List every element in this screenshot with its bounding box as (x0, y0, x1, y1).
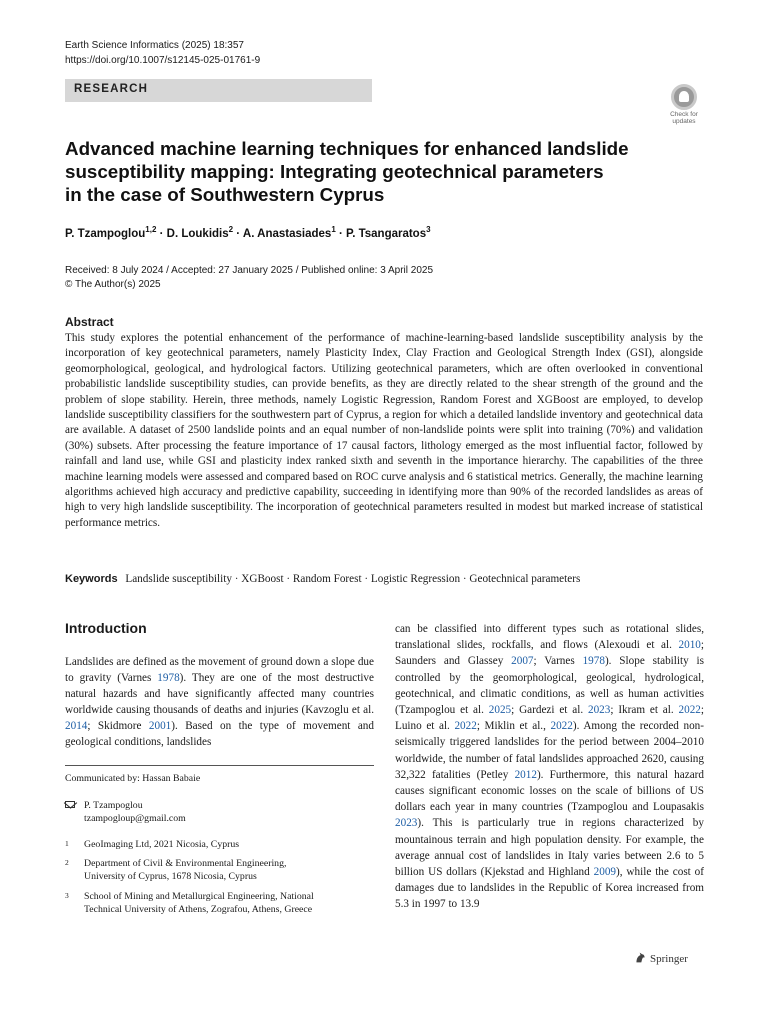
check-for-updates-label: Check for updates (670, 111, 698, 125)
author[interactable]: D. Loukidis$^2$ (166, 225, 234, 240)
introduction-heading: Introduction (65, 620, 147, 636)
journal-info (65, 38, 260, 68)
citation-link[interactable]: 2007 (511, 655, 534, 668)
citation-link[interactable]: 2025 (488, 704, 512, 717)
citation-link[interactable]: 2022 (550, 720, 573, 733)
communicated-by: Communicated by: Hassan Babaie (65, 773, 201, 784)
citation-link[interactable]: 2001 (148, 720, 172, 733)
copyright: © The Author(s) 2025 (65, 278, 161, 290)
keywords-label: Keywords (65, 573, 118, 585)
journal-citation: Earth Science Informatics (2025) 18:357 (65, 40, 244, 51)
keyword: Random Forest (292, 573, 362, 585)
citation-link[interactable]: 1978 (582, 655, 605, 668)
publisher-name: Springer (650, 953, 688, 965)
author[interactable]: P. Tsangaratos$^3$ (346, 225, 431, 240)
doi-link[interactable]: https://doi.org/10.1007/s12145-025-01761-9 (65, 55, 261, 66)
author[interactable]: P. Tzampoglou$^{1,2}$ (65, 225, 157, 240)
abstract-text: This study explores the potential enhancement of the performance of machine-learning-based landslide susceptibility analysis by the incorporation of key geotechnical parameters, namely Plasticity Index, Clay Fraction and Geological Strength Index (GSI), alongside geomorphological, geological, and hydrological factors. Utilizing geotechnical parameters, which are often overlooked in conventional probabilistic landslide susceptibility studies, can provide benefits, as they are directly related to the shear strength of the ground and the problem of slope stability. Herein, three methods, namely Logistic Regression, Random Forest and XGBoost are employed, to develop landslide susceptibility classifiers for the southwestern part of Cyprus, a region for which a detailed landslide inventory and geotechnical data are available. A dataset of 2500 landslide points and an equal number of non-landslide points were split into training (70%) and validation (30%) subsets. After processing the feature importance of 17 causal factors, lithology emerged as the most influential factor, followed by rainfall and land use, while GSI and plasticity index ranked sixth and seventh in the importance hierarchy. The capabilities of the three machine learning models were assessed and compared based on ROC curve analysis and 6 statistical metrics. Generally, the machine learning algorithms achieved high accuracy and predictive capability, succeeding in identifying more than 90% of the recorded landslides as areas of high to very high landslide susceptibility. The incorporation of geotechnical parameters resulted in modest but marked increase of statistical performance metrics. (65, 332, 703, 529)
citation-link[interactable]: 2023 (395, 817, 418, 830)
affiliation: 1 GeoImaging Ltd, 2021 Nicosia, Cyprus (65, 839, 240, 850)
citation-link[interactable]: 2022 (678, 704, 701, 717)
citation-link[interactable]: 2023 (587, 704, 611, 717)
keyword: XGBoost (241, 573, 284, 585)
affiliation: 2 Department of Civil & Environmental Engineering, University of Cyprus, 1678 Nicosia, Cyprus (65, 858, 287, 882)
footnote-divider (65, 765, 374, 766)
citation-link[interactable]: 2014 (65, 720, 88, 733)
citation-link[interactable]: 2009 (593, 866, 617, 879)
keyword: Logistic Regression (370, 573, 461, 585)
author[interactable]: A. Anastasiades$^1$ (242, 225, 336, 240)
check-for-updates-button[interactable] (664, 84, 704, 124)
section-label: RESEARCH (65, 79, 372, 102)
date-history: Received: 8 July 2024 / Accepted: 27 January 2025 / Published online: 3 April 2025 (65, 265, 434, 276)
keyword: Landslide susceptibility (125, 573, 232, 585)
citation-link[interactable]: 1978 (157, 672, 180, 685)
check-for-updates-icon (671, 84, 697, 110)
introduction-left-column: Landslides are defined as the movement of ground down a slope due to gravity (Varnes 1978). They are one of the most destructive natural hazards and have significantly affected many countries worldwide causing thousands of deaths and injuries (Kavzoglu et al. 2014; Skidmore 2001). Based on the type of movement and geological conditions, landslides (65, 656, 374, 749)
affiliation: 3 School of Mining and Metallurgical Engineering, National Technical University of Athens, Zografou, Athens, Greece (65, 891, 314, 915)
author-list: P. Tzampoglou$^{1,2}$ · D. Loukidis$^2$ · A. Anastasiades$^1$ · P. Tsangaratos$^3$ (65, 225, 431, 240)
keyword: Geotechnical parameters (469, 573, 581, 585)
correspondence (65, 799, 186, 825)
abstract-heading: Abstract (65, 315, 114, 329)
introduction-right-column: can be classified into different types such as rotational slides, translational slides, rockfalls, and flows (Alexoudi et al. 2010; Saunders and Glassey 2007; Varnes 1978). Slope stability is controlled by the geomorphological, geological, hydrological, geotechnical, and climatic conditions, as well as human activities (Tzampoglou et al. 2025; Gardezi et al. 2023; Ikram et al. 2022; Luino et al. 2022; Miklin et al., 2022). Among the recorded non-seismically triggered landslides for the period between 2004–2010 worldwide, the number of fatal landslides approached 2620, causing 32,322 fatalities (Petley 2012). Furthermore, this natural hazard causes significant economic losses on the scale of billions of US dollars each year in many countries (Tzampoglou and Loupasakis 2023). This is particularly true in regions characterized by mountainous terrain and high population density. For example, the average annual cost of landslides in Italy varies between 2.6 to 5 billion US dollars (Kjekstad and Highland 2009), while the cost of damages due to landslides in the Republic of Korea increased from 5.3 in 1997 to 13.9 (395, 623, 704, 911)
correspondence-name: P. Tzampoglou (84, 800, 143, 811)
springer-horse-icon (634, 951, 647, 964)
citation-link[interactable]: 2010 (678, 639, 701, 652)
envelope-icon (65, 801, 75, 808)
citation-link[interactable]: 2022 (454, 720, 477, 733)
correspondence-email[interactable]: tzampogloup@gmail.com (84, 813, 186, 824)
article-title: Advanced machine learning techniques for enhanced landslide susceptibility mapping: Integrating geotechnical parameters in the case of Southwestern Cyprus (65, 138, 629, 205)
keywords: Keywords Landslide susceptibility · XGBoost · Random Forest · Logistic Regression · Geotechnical parameters (65, 573, 581, 585)
citation-link[interactable]: 2012 (514, 768, 537, 781)
publication-dates (65, 264, 433, 291)
publisher-logo (634, 951, 688, 965)
